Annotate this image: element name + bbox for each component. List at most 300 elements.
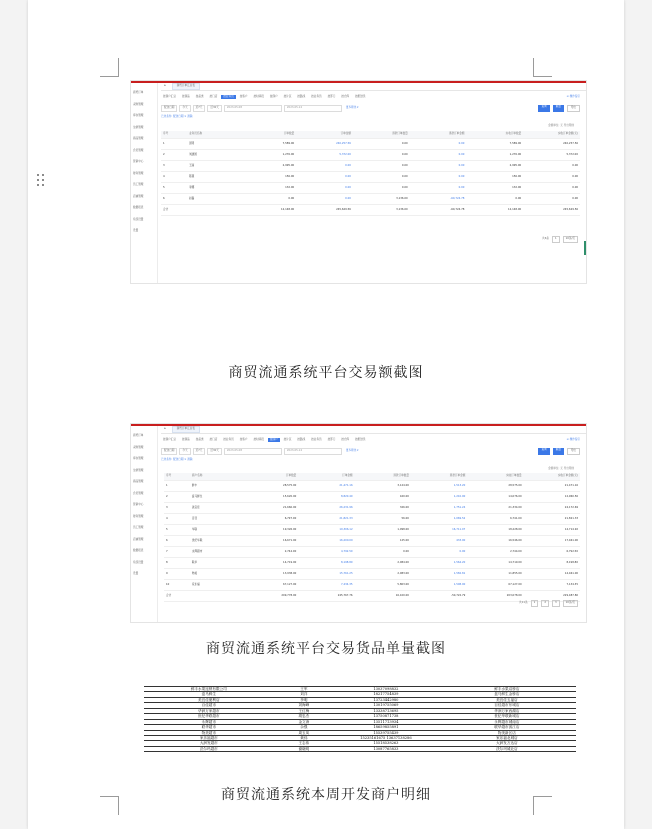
- column-header: 序号: [161, 131, 187, 139]
- table-row[interactable]: [164, 514, 580, 525]
- crop-mark: [100, 58, 119, 77]
- sidebar-item[interactable]: 员工管理: [133, 183, 144, 186]
- column-header: 实收订单数量: [467, 473, 523, 481]
- sidebar-item[interactable]: 店铺管理: [133, 537, 144, 541]
- table-row[interactable]: [161, 161, 580, 172]
- table-row[interactable]: [164, 580, 580, 591]
- table-cell: 0.00: [523, 161, 580, 172]
- table-cell[interactable]: 21,821.33: [298, 514, 354, 525]
- unit-label: 金额单位: 元 导出明细: [548, 467, 574, 470]
- table-cell: 李娜: [187, 183, 239, 194]
- sidebar-item[interactable]: 会员管理: [133, 148, 144, 152]
- total-cell: [187, 205, 239, 216]
- merchant-cell: 18659855891: [334, 725, 438, 730]
- table-cell: 0.00: [353, 172, 410, 183]
- table-cell: 6,792.50: [524, 547, 580, 558]
- filter-segment[interactable]: 近7天: [193, 105, 206, 112]
- table-cell: 联华: [190, 558, 242, 569]
- table-cell: 家乐福: [190, 580, 242, 591]
- report-tab[interactable]: 按仓库: [341, 437, 350, 441]
- merchant-cell: 沃尔玛城北店: [438, 746, 576, 751]
- table-cell[interactable]: 1,582.81: [411, 569, 467, 580]
- table-cell: 0.00: [355, 547, 411, 558]
- table-cell: 8,198.80: [524, 558, 580, 569]
- column-header: 退款订单金额: [410, 131, 467, 139]
- table-cell: 3: [161, 161, 187, 172]
- side-scroll-tab[interactable]: [584, 241, 586, 255]
- table-cell: 世纪华联: [190, 536, 242, 547]
- table-cell: 2: [161, 150, 187, 161]
- table-row[interactable]: [164, 547, 580, 558]
- table-cell[interactable]: 0.00: [296, 194, 353, 205]
- table-cell: 3: [164, 503, 190, 514]
- table-cell: 14,719.00: [242, 558, 298, 569]
- merchant-cell: 黄伟: [274, 735, 334, 740]
- table-cell[interactable]: -60,724.78: [410, 194, 467, 205]
- table-cell: 156.00: [466, 172, 523, 183]
- total-row: [161, 205, 580, 216]
- pagination: [519, 600, 578, 607]
- column-header: 退款订单数量: [353, 131, 410, 139]
- filter-label: 配送日期: [161, 105, 177, 112]
- report-tab[interactable]: 按配送员: [355, 94, 366, 98]
- table-cell: 5: [161, 183, 187, 194]
- guide-link[interactable]: ⊙ 操作指引: [566, 437, 580, 441]
- total-cell: 229,487.80: [524, 591, 580, 602]
- merchant-cell: 华润万家超市: [144, 708, 274, 713]
- table-cell[interactable]: 4,792.50: [298, 547, 354, 558]
- total-cell: 合计: [164, 591, 190, 602]
- sidebar-item[interactable]: 设置: [133, 572, 139, 575]
- table-cell: 张明: [187, 139, 239, 150]
- report-tab[interactable]: 按业务员: [311, 437, 322, 441]
- table-cell[interactable]: 0.00: [411, 547, 467, 558]
- more-filters-link[interactable]: 更多筛选 ▾: [345, 449, 359, 453]
- table-cell[interactable]: 26,231.96: [298, 503, 354, 514]
- filter-segment[interactable]: 近30天: [207, 448, 222, 455]
- merchant-cell: 世纪华联超市: [144, 714, 274, 719]
- report-tab[interactable]: 按业务员: [223, 94, 234, 98]
- report-tab[interactable]: 按路线: [297, 94, 306, 98]
- table-cell: 美宜佳: [190, 503, 242, 514]
- table-cell: 2,995.00: [466, 161, 523, 172]
- table-cell: 华联: [190, 525, 242, 536]
- breadcrumb: 已选条件: 配送日期 × 清除: [161, 115, 193, 118]
- table-cell[interactable]: 21,471.16: [298, 481, 354, 492]
- table-cell: 5: [164, 525, 190, 536]
- home-icon[interactable]: ⌂: [164, 427, 166, 431]
- report-tab[interactable]: 按商品: [181, 94, 190, 98]
- merchant-cell: 美宜佳五福店: [438, 697, 576, 702]
- table-cell: 67,127.00: [467, 580, 523, 591]
- page-tab[interactable]: 商贸订单汇总表: [172, 426, 200, 433]
- table-cell[interactable]: 433.00: [411, 536, 467, 547]
- merchant-cell: 刘洋: [274, 692, 334, 697]
- pager-summary: 共6条: [542, 237, 549, 241]
- column-header: 订单数量: [242, 473, 298, 481]
- merchant-cell: 13511713934: [334, 719, 438, 724]
- merchant-cell: 大润发万达店: [438, 741, 576, 746]
- report-tab[interactable]: 按商户汇总: [163, 94, 176, 98]
- table-cell[interactable]: 240,257.56: [296, 139, 353, 150]
- table-cell: 0.00: [353, 161, 410, 172]
- table-cell: 28,575.00: [467, 481, 523, 492]
- merchant-cell: 联华超市滨江店: [438, 725, 576, 730]
- table-cell[interactable]: 0.00: [296, 172, 353, 183]
- filter-bar: [161, 105, 360, 112]
- sidebar-item[interactable]: 系统设置: [133, 560, 144, 564]
- date-from-input[interactable]: 2023-05-08: [224, 448, 282, 455]
- report-tab[interactable]: 按路线: [297, 437, 306, 441]
- sidebar-item[interactable]: 店铺管理: [133, 194, 144, 198]
- table-cell[interactable]: 19,306.12: [298, 525, 354, 536]
- table-cell: 7,134.35: [524, 580, 580, 591]
- page-button[interactable]: 2: [541, 600, 549, 607]
- table-cell: 7,589.00: [239, 139, 296, 150]
- page-size-select[interactable]: 10条/页: [563, 236, 578, 243]
- merchant-cell: 谢晓明: [274, 746, 334, 751]
- table-cell: 2: [164, 492, 190, 503]
- table-row[interactable]: [164, 536, 580, 547]
- report-tab[interactable]: 按门店: [209, 437, 218, 441]
- table-cell: 2,995.00: [239, 161, 296, 172]
- table-cell[interactable]: 0.00: [296, 183, 353, 194]
- sidebar-item[interactable]: 商贸订单: [133, 434, 144, 437]
- report-tab[interactable]: 按业务员: [223, 437, 234, 441]
- data-table: [161, 131, 580, 216]
- table-row[interactable]: [161, 172, 580, 183]
- total-row: [164, 591, 580, 602]
- table-row[interactable]: [161, 150, 580, 161]
- table-cell: 14,461.00: [524, 569, 580, 580]
- table-cell[interactable]: 1,069.52: [411, 514, 467, 525]
- table-cell: 28,575.00: [242, 481, 298, 492]
- more-filters-link[interactable]: 更多筛选 ▾: [345, 106, 359, 110]
- page-tab[interactable]: 商贸订单汇总表: [172, 83, 200, 90]
- table-cell: 鲜丰: [190, 481, 242, 492]
- table-cell[interactable]: 8,198.80: [298, 558, 354, 569]
- table-cell: 0.00: [353, 139, 410, 150]
- report-tab[interactable]: 按业务员: [311, 94, 322, 98]
- table-cell[interactable]: 1,564.20: [411, 558, 467, 569]
- table-cell[interactable]: 0.00: [410, 183, 467, 194]
- total-cell: 245,767.76: [298, 591, 354, 602]
- table-cell: 刘建国: [187, 150, 239, 161]
- report-tab[interactable]: 按门店: [209, 94, 218, 98]
- table-row[interactable]: [164, 503, 580, 514]
- sidebar-item[interactable]: 员工管理: [133, 526, 144, 529]
- total-cell: -60,724.78: [410, 205, 467, 216]
- merchant-table: [144, 686, 576, 752]
- merchant-cell: 13037098832: [334, 687, 438, 692]
- table-row[interactable]: [161, 194, 580, 205]
- pager-summary: 共11条: [519, 601, 528, 605]
- sidebar-item[interactable]: 商品管理: [133, 137, 144, 140]
- merchant-cell: 金文涛: [274, 719, 334, 724]
- column-header: 实收订单金额(元): [524, 473, 580, 481]
- merchant-cell: 胡忠杰: [274, 714, 334, 719]
- sidebar-item[interactable]: 数据报表: [133, 206, 144, 209]
- sidebar-item[interactable]: 财务管理: [133, 514, 144, 518]
- merchant-cell: 18217754839: [334, 692, 438, 697]
- column-header: 实收订单金额(元): [523, 131, 580, 139]
- filter-segment[interactable]: 近7天: [193, 448, 206, 455]
- merchant-cell: 沃尔玛超市: [144, 746, 274, 751]
- total-cell: 203,078.00: [467, 591, 523, 602]
- merchant-cell: 15235161675 13637138286: [334, 735, 438, 740]
- table-cell: 3,136.00: [353, 194, 410, 205]
- sidebar: [131, 83, 158, 283]
- filter-segment[interactable]: 近30天: [207, 105, 222, 112]
- action-button[interactable]: 查询: [538, 448, 549, 455]
- filter-bar: [161, 448, 360, 455]
- merchant-cell: 永辉超市城南店: [438, 719, 576, 724]
- table-cell[interactable]: 16,200.00: [298, 536, 354, 547]
- merchant-cell: 周玉凤: [274, 730, 334, 735]
- table-cell: 15,620.00: [242, 492, 298, 503]
- table-cell: 21,471.16: [524, 481, 580, 492]
- filter-segment[interactable]: 今天: [179, 105, 190, 112]
- report-tab[interactable]: 按片区: [283, 94, 292, 98]
- table-cell[interactable]: 1,751.24: [411, 503, 467, 514]
- column-header: 退款订单金额: [411, 473, 467, 481]
- sidebar-item[interactable]: 库存管理: [133, 114, 144, 117]
- table-cell[interactable]: 0.00: [410, 150, 467, 161]
- merchant-cell: 美宜佳便利店: [144, 697, 274, 702]
- column-header: 商户名称: [190, 473, 242, 481]
- table-cell: 67,127.00: [242, 580, 298, 591]
- merchant-cell: 李明: [274, 697, 334, 702]
- table-cell: 14,714.92: [524, 525, 580, 536]
- sidebar-item[interactable]: 会员管理: [133, 491, 144, 495]
- table-cell: 5,372.00: [523, 150, 580, 161]
- column-header: 订单金额: [298, 473, 354, 481]
- report-tab[interactable]: 按配送员: [355, 437, 366, 441]
- report-tab[interactable]: 按仓库: [341, 94, 350, 98]
- table-cell: 5,803.00: [355, 580, 411, 591]
- report-tab[interactable]: 按部门: [327, 94, 336, 98]
- breadcrumb: 已选条件: 配送日期 × 清除: [161, 458, 193, 461]
- table-cell: 18,228.00: [467, 525, 523, 536]
- total-cell: 209,778.00: [242, 591, 298, 602]
- screenshot-order-quantity: [130, 423, 587, 623]
- sidebar-item[interactable]: 库存管理: [133, 457, 144, 460]
- merchant-cell: 鲜丰水果连锁有限公司: [144, 687, 274, 692]
- table-cell: 0.00: [466, 194, 523, 205]
- merchant-cell: 13338713695: [334, 708, 438, 713]
- merchant-cell: 大润发超市: [144, 741, 274, 746]
- guide-link[interactable]: ⊙ 操作指引: [566, 94, 580, 98]
- report-tab[interactable]: 按客户: [239, 437, 248, 441]
- report-tab[interactable]: 按客户: [239, 94, 248, 98]
- home-icon[interactable]: ⌂: [164, 84, 166, 88]
- column-header: 业务员名称: [187, 131, 239, 139]
- merchant-cell: 鲜丰水果双桥店: [438, 687, 576, 692]
- report-tabs: [161, 436, 582, 444]
- table-cell: 8: [164, 558, 190, 569]
- total-cell: 245,629.56: [523, 205, 580, 216]
- merchant-cell: 华润万家西湖店: [438, 708, 576, 713]
- action-button[interactable]: 导出: [567, 448, 580, 455]
- table-cell: 0.00: [523, 194, 580, 205]
- table-cell: 4: [161, 172, 187, 183]
- table-cell: 125.00: [355, 536, 411, 547]
- sidebar-item[interactable]: 商贸订单: [133, 91, 144, 94]
- merchant-cell: 百佳超市: [144, 703, 274, 708]
- merchant-row: [144, 746, 576, 751]
- sidebar-item[interactable]: 商品管理: [133, 480, 144, 483]
- merchant-row: [144, 735, 576, 740]
- sidebar-item[interactable]: 生鲜管理: [133, 125, 144, 129]
- sidebar-item[interactable]: 生鲜管理: [133, 468, 144, 472]
- table-cell[interactable]: 0.00: [410, 172, 467, 183]
- table-cell: 1,276.00: [239, 150, 296, 161]
- table-cell: 0.00: [353, 150, 410, 161]
- table-cell: 1: [161, 139, 187, 150]
- merchant-cell: 物美新区店: [438, 730, 576, 735]
- sidebar-item[interactable]: 系统设置: [133, 217, 144, 221]
- merchant-cell: 联华超市: [144, 725, 274, 730]
- report-tab[interactable]: 按时间段: [253, 437, 264, 441]
- sidebar: [131, 426, 158, 622]
- table-cell: 0.00: [523, 183, 580, 194]
- sidebar-item[interactable]: 数据报表: [133, 549, 144, 552]
- table-cell: 21,660.00: [242, 503, 298, 514]
- table-cell: 156.00: [239, 172, 296, 183]
- action-buttons: [538, 448, 580, 455]
- sidebar-item[interactable]: 营销中心: [133, 160, 144, 163]
- table-cell[interactable]: 1,508.00: [411, 580, 467, 591]
- header-row: [164, 473, 580, 481]
- page-button[interactable]: 1: [531, 600, 539, 607]
- table-cell[interactable]: 16,711.07: [411, 525, 467, 536]
- table-cell: 1: [164, 481, 190, 492]
- report-tab[interactable]: 按时间段: [253, 94, 264, 98]
- table-cell: 16,546.00: [467, 536, 523, 547]
- table-cell: 2,744.00: [467, 547, 523, 558]
- table-cell: 0.00: [353, 183, 410, 194]
- merchant-cell: 王红梅: [274, 708, 334, 713]
- merchant-cell: 余强: [274, 725, 334, 730]
- table-cell: 9: [164, 569, 190, 580]
- unit-label: 金额单位: 元 导出明细: [548, 124, 574, 127]
- total-cell: 12,148.00: [466, 205, 523, 216]
- table-row[interactable]: [164, 492, 580, 503]
- report-tab[interactable]: 按商户汇总: [163, 437, 176, 441]
- action-button[interactable]: 重置: [553, 448, 564, 455]
- table-cell: 14,076.00: [467, 492, 523, 503]
- table-cell: 3,124.00: [355, 481, 411, 492]
- page-button[interactable]: 3: [552, 600, 560, 607]
- table-cell: 7: [164, 547, 190, 558]
- sidebar-item[interactable]: 采购管理: [133, 445, 144, 449]
- filter-segment[interactable]: 今天: [179, 448, 190, 455]
- table-cell: 盒马鲜生: [190, 492, 242, 503]
- date-to-input[interactable]: 2023-05-14: [284, 105, 342, 112]
- sidebar-item[interactable]: 采购管理: [133, 102, 144, 106]
- table-cell: 132.00: [466, 183, 523, 194]
- sidebar-item[interactable]: 设置: [133, 229, 139, 232]
- table-cell: 1,098.00: [355, 525, 411, 536]
- date-from-input[interactable]: 2023-05-08: [224, 105, 282, 112]
- action-button[interactable]: 查询: [538, 105, 549, 112]
- table-cell[interactable]: 0.00: [410, 139, 467, 150]
- report-tab[interactable]: 按品类: [195, 437, 204, 441]
- table-cell: 21,821.33: [524, 514, 580, 525]
- action-button[interactable]: 导出: [567, 105, 580, 112]
- report-tab[interactable]: 按片区: [283, 437, 292, 441]
- drag-handle-icon[interactable]: [37, 174, 45, 188]
- table-cell[interactable]: 8,820.40: [298, 492, 354, 503]
- table-cell[interactable]: 1,210.00: [411, 492, 467, 503]
- report-tabs: [161, 93, 582, 101]
- table-cell[interactable]: 1,513.20: [411, 481, 467, 492]
- table-cell: 0.00: [523, 172, 580, 183]
- table-row[interactable]: [164, 569, 580, 580]
- table-cell: 永辉超市: [190, 547, 242, 558]
- sidebar-item[interactable]: 营销中心: [133, 503, 144, 506]
- column-header: 实收订单数量: [466, 131, 523, 139]
- sidebar-item[interactable]: 财务管理: [133, 171, 144, 175]
- figure-caption: 商贸流通系统本周开发商户明细: [221, 787, 431, 803]
- report-tab[interactable]: 按商户: [269, 437, 278, 441]
- merchant-cell: 世纪华联新城店: [438, 714, 576, 719]
- merchant-cell: 13087765833: [334, 746, 438, 751]
- column-header: 订单数量: [239, 131, 296, 139]
- merchant-cell: 刘海峰: [274, 703, 334, 708]
- table-cell: 百佳: [190, 514, 242, 525]
- table-cell[interactable]: 5,372.00: [296, 150, 353, 161]
- page-size-select[interactable]: 10条/页: [563, 600, 578, 607]
- page-button[interactable]: 1: [552, 236, 560, 243]
- table-cell: 6,741.00: [467, 514, 523, 525]
- table-row[interactable]: [164, 558, 580, 569]
- table-cell[interactable]: 15,761.25: [298, 569, 354, 580]
- report-tab[interactable]: 按商户: [269, 94, 278, 98]
- merchant-cell: 家乐福北城店: [438, 735, 576, 740]
- table-cell: 2,083.00: [355, 569, 411, 580]
- report-tab[interactable]: 按品类: [195, 94, 204, 98]
- column-header: 退款订单数量: [355, 473, 411, 481]
- table-cell: 6,797.00: [242, 514, 298, 525]
- table-cell: 7,589.00: [466, 139, 523, 150]
- table-cell[interactable]: 0.00: [296, 161, 353, 172]
- total-cell: [190, 591, 242, 602]
- merchant-cell: 永辉超市: [144, 719, 274, 724]
- column-header: 订单金额: [296, 131, 353, 139]
- action-button[interactable]: 重置: [553, 105, 564, 112]
- table-row[interactable]: [164, 481, 580, 492]
- table-cell[interactable]: 0.00: [410, 161, 467, 172]
- table-cell: 56.00: [355, 514, 411, 525]
- date-to-input[interactable]: 2023-05-14: [284, 448, 342, 455]
- report-tab[interactable]: 按部门: [327, 437, 336, 441]
- merchant-cell: 15518538263: [334, 741, 438, 746]
- merchant-cell: 王军: [274, 687, 334, 692]
- table-row[interactable]: [164, 525, 580, 536]
- table-row[interactable]: [161, 183, 580, 194]
- report-tab[interactable]: 按商品: [181, 437, 190, 441]
- table-row[interactable]: [161, 139, 580, 150]
- table-cell: 21,334.00: [467, 503, 523, 514]
- crop-mark: [533, 58, 552, 77]
- table-cell[interactable]: 7,434.35: [298, 580, 354, 591]
- merchant-cell: 15539755439: [334, 730, 438, 735]
- table-cell: 6: [161, 194, 187, 205]
- table-cell: 326.00: [355, 503, 411, 514]
- total-cell: 3,136.00: [353, 205, 410, 216]
- merchant-cell: 13723442980: [334, 697, 438, 702]
